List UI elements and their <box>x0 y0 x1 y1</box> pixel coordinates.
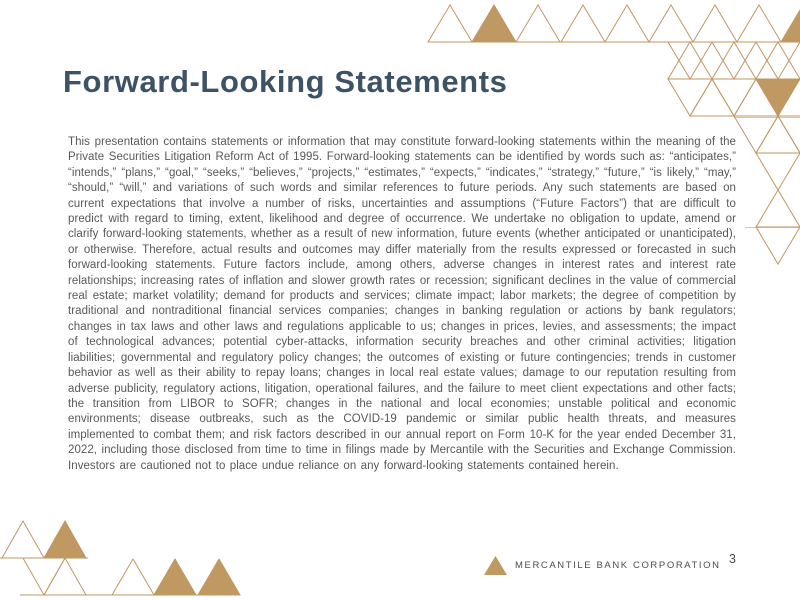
logo-triangle-icon <box>484 556 508 575</box>
triangle-row-pattern-icon <box>0 515 245 600</box>
footer-company-name: MERCANTILE BANK CORPORATION <box>515 559 721 571</box>
disclaimer-text: This presentation contains statements or information that may constitute forward-looking statements within the meaning of the Private Securities Litigation Reform Act of 1995. Forward-looking statements can be identified by words such as: “anticipates,” “intends,” “plans,” “goal,” “seeks,” “believes,” “projects,” “estimates,” “expects,” “indicates,” “strategy,” “future,” “is likely,” “may,” “should,” “will,” and variations of such words and similar references to future periods. Any such statements are based on current expectations that involve a number of risks, uncertainties and assumptions (“Future Factors”) that are difficult to predict with regard to timing, extent, likelihood and degree of occurrence. We undertake no obligation to update, amend or clarify forward-looking statements, whether as a result of new information, future events (whether anticipated or unanticipated), or otherwise. Therefore, actual results and outcomes may differ materially from the results expressed or forecasted in such forward-looking statements. Future factors include, among others, adverse changes in interest rates and interest rate relationships; increasing rates of inflation and slower growth rates or recession; significant declines in the value of commercial real estate; market volatility; demand for products and services; climate impact; labor markets; the degree of competition by traditional and nontraditional financial services companies; changes in banking regulation or actions by bank regulators; changes in tax laws and other laws and regulations applicable to us; changes in prices, levies, and assessments; the impact of technological advances; potential cyber-attacks, information security breaches and other criminal activities; litigation liabilities; governmental and regulatory policy changes; the outcomes of existing or future contingencies; trends in customer behavior as well as their ability to repay loans; changes in local real estate values; damage to our reputation resulting from adverse publicity, regulatory actions, litigation, operational failures, and the failure to meet client expectations and other facts; the transition from LIBOR to SOFR; changes in the national and local economies; unstable political and economic environments; disease outbreaks, such as the COVID-19 pandemic or similar public health threats, and measures implemented to combat them; and risk factors described in our annual report on Form 10-K for the year ended December 31, 2022, including those disclosed from time to time in filings made by Mercantile with the Securities and Exchange Commission. Investors are cautioned not to place undue reliance on any forward-looking statements contained herein. <box>68 136 736 472</box>
page-number: 3 <box>729 552 736 566</box>
page-title: Forward-Looking Statements <box>63 64 508 99</box>
footer <box>484 555 721 575</box>
